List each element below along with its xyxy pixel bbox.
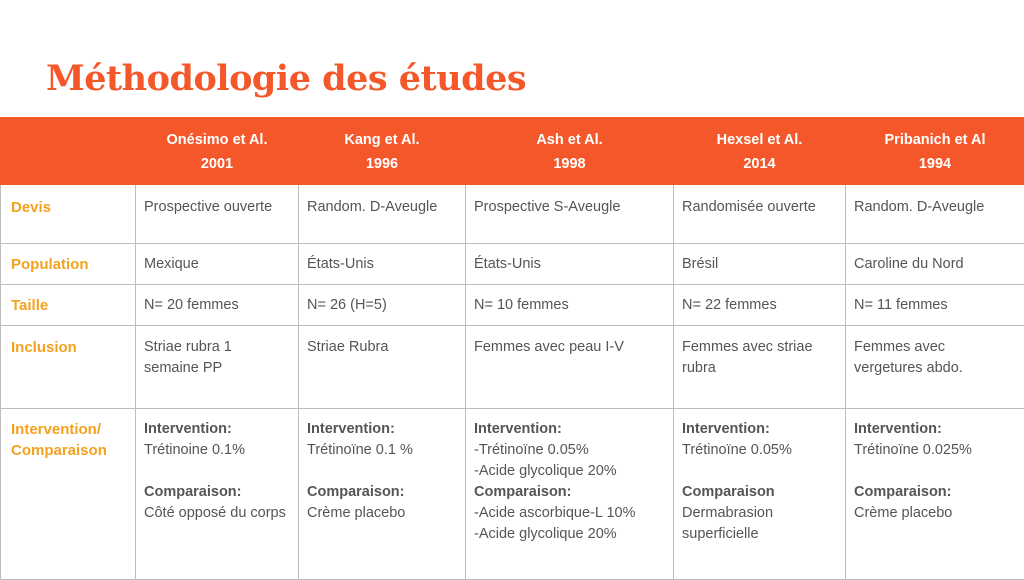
- table-cell: Randomisée ouverte: [674, 185, 846, 244]
- header-corner: [1, 118, 136, 185]
- row-label: Intervention/ Comparaison: [1, 409, 136, 580]
- table-cell: N= 10 femmes: [466, 285, 674, 326]
- column-header: [846, 118, 1024, 185]
- row-population: [1, 244, 1024, 285]
- intervention-line: Trétinoïne 0.05%: [682, 440, 837, 461]
- table-cell: N= 22 femmes: [674, 285, 846, 326]
- comparison-label: Comparaison:: [307, 482, 457, 503]
- row-label: Taille: [1, 285, 136, 326]
- table-cell: [466, 409, 674, 580]
- table-cell: Prospective ouverte: [136, 185, 299, 244]
- intervention-line: Trétinoïne 0.025%: [854, 440, 1016, 461]
- column-header: [674, 118, 846, 185]
- page-title: Méthodologie des études: [46, 58, 526, 99]
- table-cell: [299, 409, 466, 580]
- table-cell: États-Unis: [299, 244, 466, 285]
- study-year: 2001: [144, 152, 290, 176]
- row-inclusion: [1, 326, 1024, 409]
- intervention-line: Trétinoine 0.1%: [144, 440, 290, 461]
- table-cell: États-Unis: [466, 244, 674, 285]
- row-intervention: [1, 409, 1024, 580]
- table-cell: Femmes avec vergetures abdo.: [846, 326, 1024, 409]
- intervention-label: Intervention:: [144, 419, 290, 440]
- comparison-label: Comparaison:: [854, 482, 1016, 503]
- column-header: [299, 118, 466, 185]
- comparison-line: Crème placebo: [854, 503, 1016, 524]
- table-cell: Femmes avec striae rubra: [674, 326, 846, 409]
- comparison-label: Comparaison:: [474, 482, 665, 503]
- table-cell: Random. D-Aveugle: [299, 185, 466, 244]
- table-cell: [136, 409, 299, 580]
- column-header: [466, 118, 674, 185]
- study-year: 1996: [307, 152, 457, 176]
- table-cell: N= 20 femmes: [136, 285, 299, 326]
- comparison-line: Dermabrasion superficielle: [682, 503, 837, 545]
- comparison-line: -Acide ascorbique-L 10%: [474, 503, 665, 524]
- comparison-line: -Acide glycolique 20%: [474, 524, 665, 545]
- study-name: Onésimo et Al.: [144, 128, 290, 152]
- comparison-line: Côté opposé du corps: [144, 503, 290, 524]
- table-cell: Brésil: [674, 244, 846, 285]
- table-cell: Striae Rubra: [299, 326, 466, 409]
- row-label: Devis: [1, 185, 136, 244]
- table-cell: Striae rubra 1 semaine PP: [136, 326, 299, 409]
- table-cell: [674, 409, 846, 580]
- study-year: 2014: [682, 152, 837, 176]
- row-taille: [1, 285, 1024, 326]
- comparison-line: Crème placebo: [307, 503, 457, 524]
- intervention-label: Intervention:: [682, 419, 837, 440]
- comparison-label: Comparaison:: [144, 482, 290, 503]
- column-header: [136, 118, 299, 185]
- study-name: Ash et Al.: [474, 128, 665, 152]
- row-label: Inclusion: [1, 326, 136, 409]
- header-row: [1, 118, 1024, 185]
- table-cell: Prospective S-Aveugle: [466, 185, 674, 244]
- intervention-line: Trétinoïne 0.1 %: [307, 440, 457, 461]
- intervention-label: Intervention:: [854, 419, 1016, 440]
- table-cell: Random. D-Aveugle: [846, 185, 1024, 244]
- table-cell: N= 26 (H=5): [299, 285, 466, 326]
- row-label: Population: [1, 244, 136, 285]
- intervention-line: -Acide glycolique 20%: [474, 461, 665, 482]
- study-year: 1998: [474, 152, 665, 176]
- study-name: Kang et Al.: [307, 128, 457, 152]
- studies-table: [0, 117, 1024, 580]
- comparison-label: Comparaison: [682, 482, 837, 503]
- study-year: 1994: [854, 152, 1016, 176]
- table-cell: Caroline du Nord: [846, 244, 1024, 285]
- study-name: Hexsel et Al.: [682, 128, 837, 152]
- table-cell: [846, 409, 1024, 580]
- table-cell: N= 11 femmes: [846, 285, 1024, 326]
- row-devis: [1, 185, 1024, 244]
- table-cell: Femmes avec peau I-V: [466, 326, 674, 409]
- intervention-label: Intervention:: [307, 419, 457, 440]
- intervention-line: -Trétinoïne 0.05%: [474, 440, 665, 461]
- intervention-label: Intervention:: [474, 419, 665, 440]
- table-cell: Mexique: [136, 244, 299, 285]
- study-name: Pribanich et Al: [854, 128, 1016, 152]
